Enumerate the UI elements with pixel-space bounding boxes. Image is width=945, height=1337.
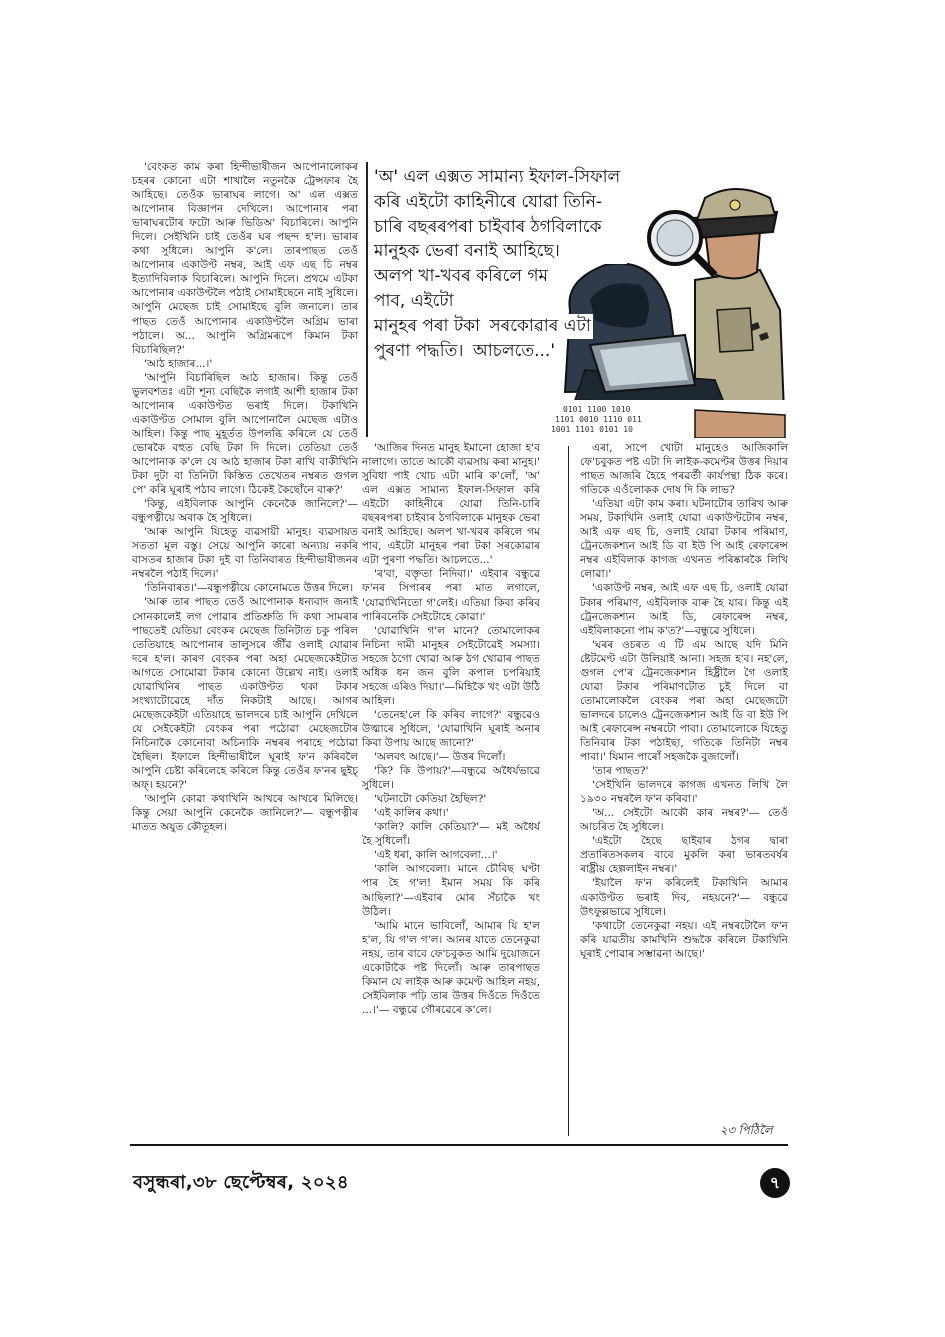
paragraph: 'একাউণ্ট নম্বৰ, আই এফ এছ চি, ওলাই যোৱা টকাৰ পৰিমাণ, এইবিলাক বাৰু হৈ যাব। কিন্তু এই ট্ৰেনজেকশ্যন আই ডি, ৰেফাৰেন্স নম্বৰ, এইবিলাকনো পাম ক'ত?'—বন্ধুৱে সুধিলে।: [580, 582, 788, 637]
pull-quote-line: অলপ খা-খবৰ কৰিলে গম: [372, 264, 550, 289]
continued-on-page: ২৩ পিঠিলৈ: [720, 1123, 773, 1137]
paragraph: 'আঠ হাজাৰ...।': [144, 357, 213, 370]
paragraph: 'ঘৰৰ ওচৰত এ টি এম আছে যদি মিনি ষ্টেটমেণ্ট এটা উলিয়াই আনা। সহজ হ'ব। নহ'লে, গুগল পে'ৰ ট্ৰেনজেকশ্যন হিষ্ট্ৰীলৈ গৈ ওলাই যোৱা টকাৰ পৰিমাণটোত চুই দিলে বা তোমালোকলৈ বেংকৰ পৰা অহা মেছেজটো ভালদৰে চালেও ট্ৰেনজেকশ্যন আই ডি বা ইউ পি আই ৰেফাৰেন্স নম্বৰটো পাবা। তোমালোকে যিহেতু তিনিবাৰ টকা পঠাইছা, গতিকে তিনিটা নম্বৰ পাবা।' যিমান পাৰোঁ সহজকৈ বুজালোঁ।: [580, 638, 788, 764]
pull-quote-line: সৰকোৱাৰ এটা: [487, 314, 592, 339]
paragraph: 'ঘটনাটো কেতিয়া হৈছিল?': [374, 793, 487, 806]
paragraph: এৰা, সাপে খোটা মানুহেও আজিকালি ফে'চবুকত পষ্ট এটা দি লাইক-কমেণ্টৰ উত্তৰ দিয়াৰ পাছত আজৰি হৈহে পৰৱৰ্তী কাৰ্যপন্থা ঠিক কৰে। গতিকে এওঁলোকক দোষ দি কি লাভ?: [580, 442, 788, 497]
code-line: 1001 1101 0101 10: [551, 425, 633, 434]
pull-quote-line: চাৰি বছৰৰপৰা চাইবাৰ ঠগবিলাকে: [372, 215, 627, 240]
paragraph: 'কালি আগবেলা। মানে চৌবিছ ঘণ্টা পাৰ হৈ গ'ল! ইমান সময় কি কৰি আছিলা?'—এইবাৰ মোৰ সঁচাকৈ খং উঠিল।: [362, 863, 540, 918]
paragraph: 'কিন্তু, এইবিলাক আপুনি কেনেকৈ জানিলে?'— বন্ধুপত্নীয়ে অবাক হৈ সুধিলে।: [132, 498, 358, 525]
paragraph: 'আপুনি কোৱা কথাখিনি আখৰে আখৰে মিলিছে। কিন্তু সেয়া আপুনি কেনেকৈ জানিলে?'— বন্ধুপত্নীৰ মাতত অযুত কৌতূহল।: [132, 793, 358, 834]
paragraph: 'কালি? কালি কেতিয়া?'— মই অধৈৰ্য হৈ সুধিলোঁ।: [362, 821, 540, 848]
paragraph: 'আৰু আপুনি যিহেতু ব্যৱসায়ী মানুহ। ব্যৱসায়ত সততা মূল বস্তু। সেয়ে আপুনি কাৰো অন্যায় নকৰি বাসতৰ হাজাৰ টকা দুই বা তিনিবাৰত হিন্দীভাষীজনৰ নম্বৰলৈ পঠাই দিলে।': [132, 526, 358, 581]
paragraph: 'ইয়ালৈ ফ'ন কৰিলেই টকাখিনি আমাৰ একাউণ্টত ভৰাই দিব, নহয়নে?'— বন্ধুৱে উৎফুল্লভাৱে সুধিলে।: [580, 877, 788, 918]
pull-quote-line: আচলতে...': [471, 339, 557, 364]
paragraph: 'এই ধৰা, কালি আগবেলা...।': [374, 849, 498, 862]
pull-quote: [372, 165, 627, 437]
paragraph: 'ৰ'বা, বক্তৃতা নিদিবা।' এইবাৰ বন্ধুৱে ফ'নৰ সিপাৰৰ পৰা মাত লগালে, 'যোৱাখিনিতো গ'লেই। এতিয়া কিবা কৰিব পাৰিবনেকি সেইটোহে কোৱা।': [362, 568, 540, 623]
paragraph: 'তিনিবাৰত।'—বন্ধুপত্নীয়ে কোনোমতে উত্তৰ দিলে।: [144, 582, 354, 595]
paragraph: 'সেইখিনি ভালদৰে কাগজ এখনত লিখি লৈ ১৯৩০ নম্বৰলৈ ফ'ন কৰিবা।': [580, 779, 788, 806]
code-line: 0101 1100 1010: [563, 405, 631, 414]
article-column-1: [132, 160, 358, 1138]
page-number: ৭: [760, 1168, 790, 1198]
pull-quote-line: পাব, এইটো: [372, 289, 529, 314]
pull-quote-line: মানুহক ভেৰা বনাই আহিছে।: [372, 239, 627, 264]
paragraph: 'কি? কি উপায়?'—বন্ধুৱে অধৈৰ্যভাৱে সুধিলে।: [362, 765, 540, 792]
pull-quote-line: 'অ' এল এক্সত সামান্য ইফাল-সিফাল: [372, 165, 627, 190]
pull-quote-line: মানুহৰ পৰা টকা: [372, 314, 482, 339]
paragraph: 'আৰু তাৰ পাছত তেওঁ আপোনাক ধন্যবাদ জনাই সোনকালেই লগ পোৱাৰ প্ৰতিশ্ৰুতি দি কথা সামৰাৰ পাছতেই যেতিয়া বেংকৰ মেছেজ তিনিটাত চকু পৰিল তেতিয়াহে আপোনাৰ তালুসৰে জীঁৱ ওলাই যোৱাৰ দৰে হ'ল। কাৰণ বেংকৰ পৰা অহা মেছেজকেইটাত আগতে সোমোৱা টকাৰ কোনো উল্লেখ নাই। ওলাই যোৱাখিনিৰ পাছত একাউণ্টত থকা টকাৰ সংখ্যাটোৱেহে দাঁত নিকটাই আছে। আগৰ মেছেজকেইটা এতিয়াহে ভালদৰে চাই আপুনি দেখিলে যে সেইকেইটা বেংকৰ পৰা পঠোৱা মেছেজটোৰ নিচিনাকৈ কোনোবা অচিনাকি নম্বৰৰ পৰাহে পঠোৱা হৈছিল। ইফালে হিন্দীভাষীলৈ ঘূৰাই ফ'ন কৰিবলৈ আপুনি চেষ্টা কৰিলেহে কৰিলে কিন্তু তেওঁৰ ফ'নৰ ছুইচ্‌ অফ্‌। হয়নে?': [132, 596, 358, 792]
paragraph: 'আজিৰ দিনত মানুহ ইমানো হোজা হ'ব নালাগে। তাতে আকৌ ব্যৱসায় কৰা মানুহ।' সুবিধা পাই খোচ এটা মাৰি ক'লোঁ, 'অ' এল এক্সত সামান্য ইফাল-সিফাল কৰি এইটো কাহিনীৰে যোৱা তিনি-চাৰি বছৰৰপৰা চাইবাৰ ঠগবিলাকে মানুহক ভেৰা বনাই আহিছে। অলপ খা-খবৰ কৰিলে গম পাব, এইটো মানুহৰ পৰা টকা সৰকোৱাৰ এটা পুৰণা পদ্ধতি। আচলতে...': [362, 442, 540, 567]
paragraph: 'এইটো হৈছে ছাইবাৰ ঠগৰ দ্বাৰা প্ৰতাৰিতসকলৰ বাবে মুকলি কৰা ভাৰতবৰ্ষৰ ৰাষ্ট্ৰীয় হেল্পলাইন নম্বৰ।': [580, 835, 788, 876]
paragraph: 'আপুনি বিচাৰিছিল আঠ হাজাৰ। কিন্তু তেওঁ ভুলবশতঃ এটা শূন্য বেছিকৈ লগাই আশী হাজাৰ টকা আপোনাৰ একাউণ্টত ভৰাই দিলে। টকাখিনি একাউণ্টত সোমাল বুলি আপোনালৈ মেছেজ এটাও আহিল। কিন্তু পাছ মুহূৰ্তত উপলব্ধি কৰিলে যে তেওঁ ভোৰকৈ বহুত বেছি টকা দি দিলে। তেতিয়া তেওঁ আপোনাক ক'লে যে আঠ হাজাৰ টকা ৰাখি বাকীখিনি টকা দুটা বা তিনিটা কিস্তিত তেখেতৰ নম্বৰত গুগল পে' কৰি ঘূৰাই পঠাব লাগে। ঠিকেই কৈছোঁনে বাৰু?': [132, 371, 358, 497]
article-column-3: [580, 441, 788, 1138]
paragraph: 'কথাটো তেনেকুৱা নহয়। এই নম্বৰটোলৈ ফ'ন কৰি যাৱতীয় কামখিনি শুদ্ধকৈ কৰিলে টকাখিনি ঘূৰাই পোৱাৰ সম্ভাৱনা আছে।': [580, 919, 788, 960]
paragraph: 'অ... সেইটো আকৌ কাৰ নম্বৰ?'— তেওঁ আচৰিত হৈ সুধিলে।: [580, 807, 788, 834]
pullquote-rule: [366, 162, 368, 437]
article-column-2: [362, 441, 540, 1138]
paragraph: 'যোৱাখিনি গ'ল মানে? তোমালোকৰ নিচিনা দামী মানুহৰ সেইটোৱেই সমস্যা। সহজে ঠগো খোৱা আৰু ঠগ খোৱাৰ পাছত অধিক ধন জন বুলি কপাল চপৰিয়াই সহজে এৰিও দিয়া।'—মিহিকৈ খং এটা উঠি আহিল।: [362, 624, 540, 707]
paragraph: 'আমি মানে ভাবিলোঁ, আমাৰ যি হ'ল হ'ল, যি গ'ল গ'ল। আনৰ যাতে তেনেকুৱা নহয়, তাৰ বাবে ফে'চবুকত আমি দুয়োজনে একোটাকৈ পষ্ট দিলোঁ। আৰু তাৰপাছত কিমান যে লাইক আৰু কমেণ্ট আহিল নহয়, সেইবিলাক পঢ়ি তাৰ উত্তৰ দিওঁতে দিওঁতে ...।'— বন্ধুৱে গৌৰৱেৰে ক'লে।: [362, 919, 540, 1016]
paragraph: 'বেংকত কাম কৰা হিন্দীভাষীজন আপোনালোকৰ চহৰৰ কোনো এটা শাখালৈ নতুনকৈ ট্ৰেন্সফাৰ হৈ আহিছে। তেওঁক ভাৰাঘৰ লাগে। অ' এল এক্সত আপোনাৰ বিজ্ঞাপন দেখিলে। আপোনাৰ পৰা ভাৰাঘৰটোৰ ফটো আৰু ভিডিঅ' বিচাৰিলে। আপুনি দিলে। সেইখিনি চাই তেওঁৰ ঘৰ পছন্দ হ'ল। ভাৰাৰ কথা সুধিলে। আপুনি ক'লে। তাৰপাছত তেওঁ আপোনাৰ একাউণ্ট নম্বৰ, আই এফ এছ চি নম্বৰ ইত্যাদিবিলাক বিচাৰিলে। আপুনি দিলে। প্ৰথমে এটকা আপোনাৰ একাউণ্টলৈ পঠাই সোমাইছেনে নাই সুধিলে। আপুনি মেছেজ চাই সোমাইছে বুলি জনালে। তাৰ পাছত তেওঁ আপোনাৰ একাউণ্টলৈ অগ্ৰিম ভাৰা পঠালে। অ... আপুনি অগ্ৰিমৰূপে কিমান টকা বিচাৰিছিল?': [132, 161, 358, 356]
paragraph: 'তাৰ পাছত?': [592, 765, 649, 778]
paragraph: 'অলবৎ আছে।'— উত্তৰ দিলোঁ।: [374, 751, 506, 764]
publication-footer: বসুন্ধৰা,৩৮ ছেপ্টেম্বৰ, ২০২৪: [133, 1172, 349, 1193]
pull-quote-line: পুৰণা পদ্ধতি।: [372, 339, 465, 364]
paragraph: 'এই কালিৰ কথা।': [374, 807, 449, 820]
code-line: 1101 0010 1110 011: [555, 415, 642, 424]
footer-rule: [130, 1144, 788, 1146]
pull-quote-line: কৰি এইটো কাহিনীৰে যোৱা তিনি-: [372, 190, 627, 215]
paragraph: 'এতিয়া এটা কাম কৰা। ঘটনাটোৰ তাৰিখ আৰু সময়, টকাখিনি ওলাই যোৱা একাউণ্টটোৰ নম্বৰ, আই এফ এছ চি, ওলাই যোৱা টকাৰ পৰিমাণ, ট্ৰেনজেকশ্যন আই ডি বা ইউ পি আই ৰেফাৰেন্স নম্বৰ এইবিলাক কাগজ এখনত পৰিষ্কাৰকৈ লিখি লোৱা।': [580, 498, 788, 581]
paragraph: 'তেনেহ'লে কি কৰিব লাগে?' বন্ধুৱেও উত্মাৰে সুধিলে, 'যোৱাখিনি ঘূৰাই অনাৰ কিবা উপায় আছে জানো?': [362, 708, 540, 749]
column-divider: [568, 446, 569, 1136]
